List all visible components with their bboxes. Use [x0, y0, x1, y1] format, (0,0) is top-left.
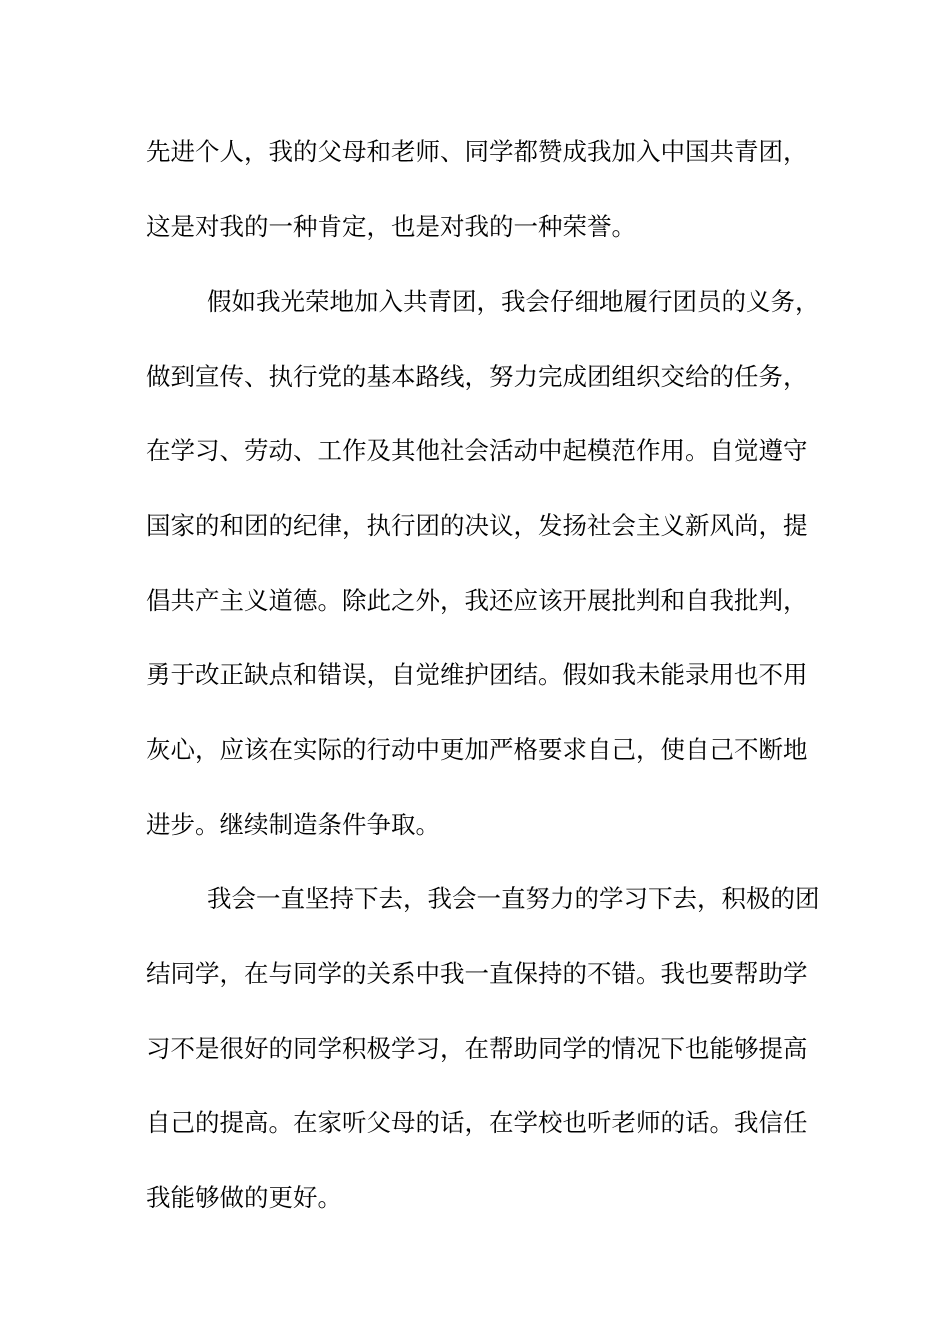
text-line: 国家的和团的纪律，执行团的决议，发扬社会主义新风尚，提 [146, 511, 808, 540]
text-line: 我能够做的更好。 [146, 1183, 342, 1212]
text-line: 做到宣传、执行党的基本路线，努力完成团组织交给的任务， [146, 362, 808, 391]
text-line: 自己的提高。在家听父母的话，在学校也听老师的话。我信任 [146, 1108, 808, 1137]
text-line: 在学习、劳动、工作及其他社会活动中起模范作用。自觉遵守 [146, 436, 808, 465]
text-line: 倡共产主义道德。除此之外，我还应该开展批判和自我批判， [146, 586, 808, 615]
text-line: 进步。继续制造条件争取。 [146, 810, 440, 839]
paragraph-start-line: 假如我光荣地加入共青团，我会仔细地履行团员的义务， [207, 287, 820, 316]
text-line: 结同学，在与同学的关系中我一直保持的不错。我也要帮助学 [146, 959, 808, 988]
text-line: 灰心，应该在实际的行动中更加严格要求自己，使自己不断地 [146, 735, 808, 764]
text-line: 这是对我的一种肯定，也是对我的一种荣誉。 [146, 212, 636, 241]
text-line: 先进个人，我的父母和老师、同学都赞成我加入中国共青团， [146, 137, 808, 166]
text-line: 习不是很好的同学积极学习，在帮助同学的情况下也能够提高 [146, 1034, 808, 1063]
paragraph-start-line: 我会一直坚持下去，我会一直努力的学习下去，积极的团 [207, 884, 820, 913]
text-line: 勇于改正缺点和错误，自觉维护团结。假如我未能录用也不用 [146, 660, 808, 689]
